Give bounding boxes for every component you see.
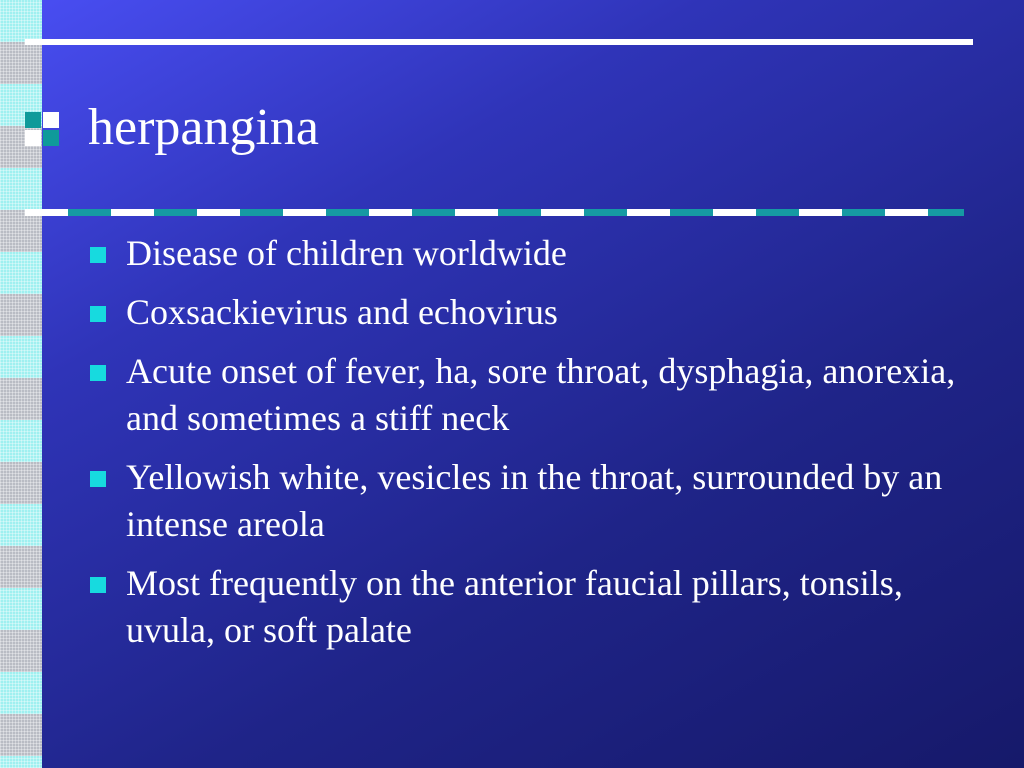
bullet-square-icon (90, 306, 106, 322)
bullet-square-icon (90, 247, 106, 263)
bullet-square-icon (90, 365, 106, 381)
title-bullet-square (43, 112, 59, 128)
bullet-item (90, 289, 990, 336)
title-bullet-square (43, 130, 59, 146)
bullet-square-icon (90, 471, 106, 487)
title-bullet-icon (25, 112, 59, 146)
bullet-item (90, 348, 990, 442)
bullet-list (90, 230, 990, 666)
bullet-text: Yellowish white, vesicles in the throat, surrounded by an intense areola (126, 457, 943, 544)
bullet-item (90, 454, 990, 548)
dashed-divider-line (25, 209, 964, 216)
top-rule-line (25, 39, 973, 45)
bullet-item (90, 230, 990, 277)
bullet-text: Disease of children worldwide (126, 233, 567, 273)
bullet-text: Most frequently on the anterior faucial pillars, tonsils, uvula, or soft palate (126, 563, 903, 650)
title-bullet-square (25, 112, 41, 128)
bullet-text: Coxsackievirus and echovirus (126, 292, 558, 332)
slide-title: herpangina (88, 99, 320, 156)
bullet-square-icon (90, 577, 106, 593)
title-bullet-square (25, 130, 41, 146)
bullet-item (90, 560, 990, 654)
bullet-text: Acute onset of fever, ha, sore throat, dysphagia, anorexia, and sometimes a stiff neck (126, 351, 956, 438)
